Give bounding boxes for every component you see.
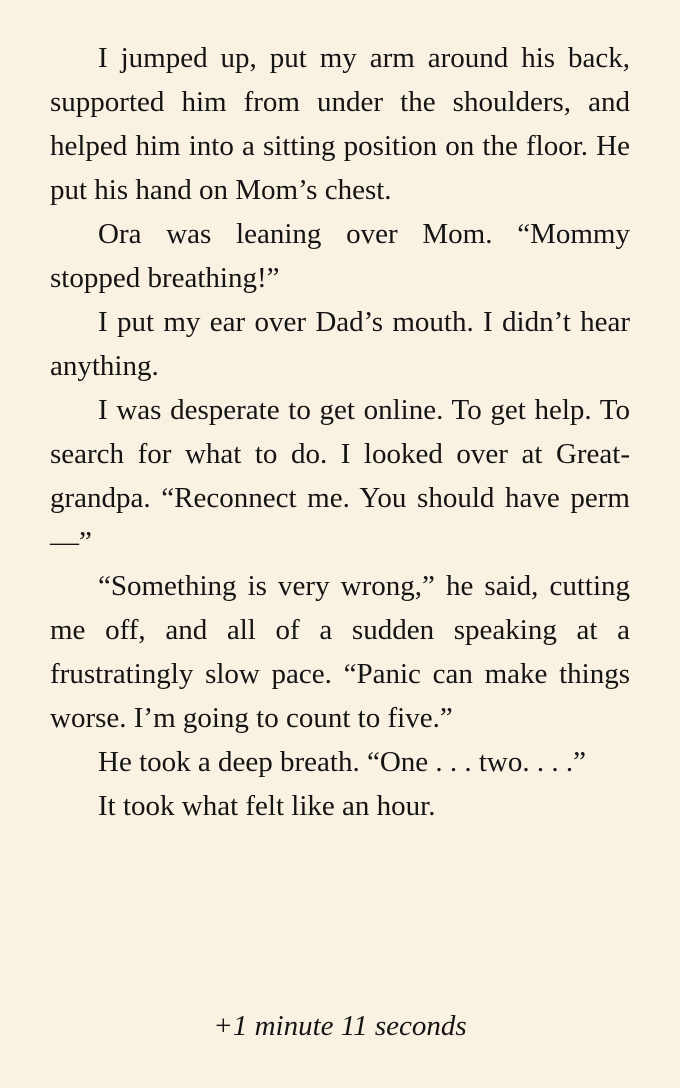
time-marker: +1 minute 11 seconds: [213, 1010, 467, 1042]
paragraph-6: He took a deep breath. “One . . . two. . . .”: [98, 746, 587, 778]
paragraph-5: “Something is very wrong,” he said, cutting me off, and all of a sudden speaking at a frustratingly slow pace. “Panic can make things worse. I’m going to count to five.”: [50, 570, 630, 734]
paragraph-7: It took what felt like an hour.: [98, 790, 436, 822]
paragraph-4: I was desperate to get online. To get help. To search for what to do. I looked over at Great-grandpa. “Reconnect me. You should have perm—”: [50, 394, 630, 558]
paragraph-1: I jumped up, put my arm around his back, supported him from under the shoulders, and helped him into a sitting position on the floor. He put his hand on Mom’s chest.: [50, 42, 630, 206]
paragraph-3: I put my ear over Dad’s mouth. I didn’t hear anything.: [50, 306, 630, 382]
paragraph-2: Ora was leaning over Mom. “Mommy stopped breathing!”: [50, 218, 630, 294]
